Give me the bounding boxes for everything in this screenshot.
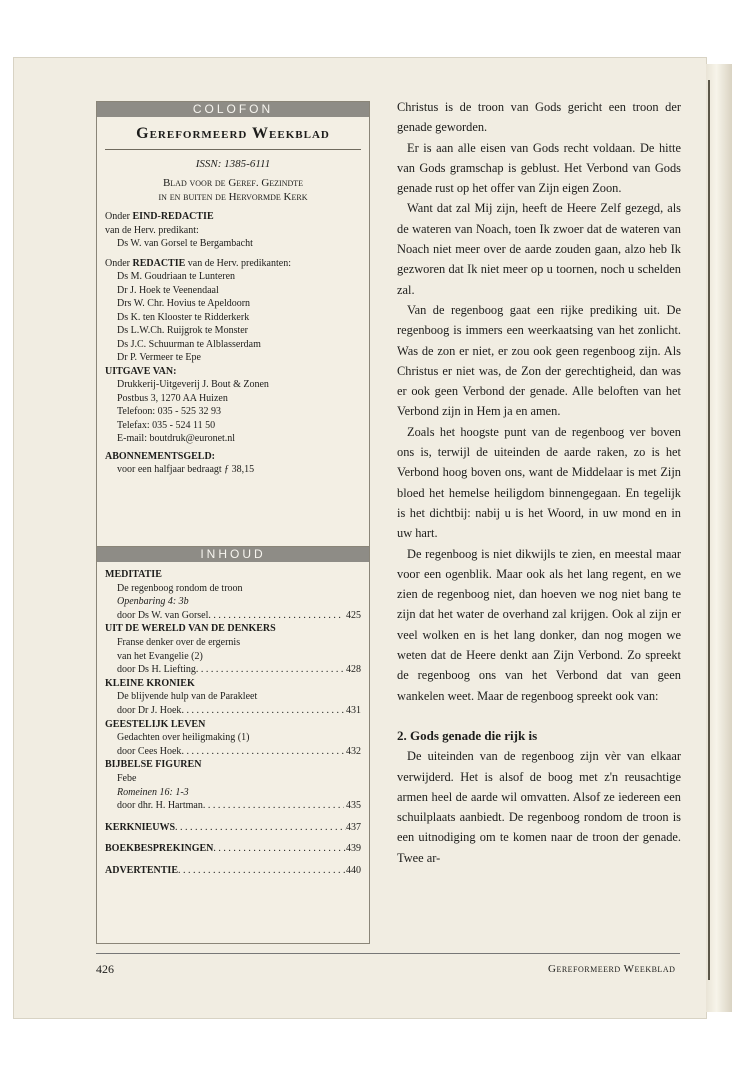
paragraph: Er is aan alle eisen van Gods recht voldaan. De hitte van Gods gramschap is geblust. Het Verbond van Gods genade rust op het offer van Zijn eigen Zoon. [397,140,681,196]
toc-page-number: 432 [346,745,361,757]
eind-redactie-section [97,210,369,251]
toc-author: door Dr J. Hoek [117,704,182,716]
abonnement-section [97,450,369,477]
masthead-title: Gereformeerd Weekblad [136,125,330,142]
toc-entry-boekbesprekingen[interactable] [105,842,361,856]
toc-entry[interactable] [105,745,361,759]
footer-rule [96,953,680,954]
toc-entry[interactable] [105,663,361,677]
toc-section-heading: MEDITATIE [105,569,162,580]
toc-page-number: 440 [346,864,361,876]
toc-page-number: 435 [346,800,361,812]
colofon-band: COLOFON [97,102,369,117]
toc-section-heading: BIJBELSE FIGUREN [105,759,202,771]
toc-title: van het Evangelie (2) [117,650,203,662]
toc-page-number: 431 [346,704,361,716]
masthead-rule [105,149,361,150]
red-post: van de Herv. predikanten: [185,257,291,269]
toc-section-heading: KERKNIEUWS [105,821,176,833]
paragraph: De uiteinden van de regenboog zijn vèr van elkaar verwijderd. Het is alsof de boog met z'n reusachtige armen heel de aarde wil omvatten. Alsof ze iedereen een schuilplaats aanbiedt. De regenboog rondom de troon is een uitnodiging om te komen naar de troon der genade. Twee ar- [397,749,681,865]
paragraph: Van de regenboog gaat een rijke prediking uit. De regenboog is immers een weerkaatsing van het zonlicht. Was de zon er niet, er zou ook geen regenboog zijn. Als Christus er niet was, de Zon der gerechtigheid, dan was er ook geen Verbond der genade. Alle beloften van het Verbond zijn in Hem ja en amen. [397,302,681,419]
abonnement-price: voor een halfjaar bedraagt ƒ 38,15 [117,464,255,475]
inhoud-box [96,546,370,944]
redactie-member: Dr J. Hoek te Veenendaal [117,284,219,296]
toc-entry[interactable] [105,609,361,623]
toc-entry[interactable] [105,704,361,718]
running-head: Gereformeerd Weekblad [548,963,676,975]
uitgave-heading: UITGAVE VAN: [105,365,177,377]
eind-person: Ds W. van Gorsel te Bergambacht [117,238,253,249]
eind-pre: Onder [105,211,133,222]
redactie-member: Ds L.W.Ch. Ruijgrok te Monster [117,325,249,336]
colofon-box [96,101,370,548]
uitgave-line: Telefax: 035 - 524 11 50 [117,419,216,431]
subtitle-line-1: Blad voor de Geref. Gezindte [162,177,304,189]
toc-title: Febe [117,772,137,784]
table-of-contents [97,562,369,877]
toc-author: door dhr. H. Hartman [117,800,203,812]
uitgave-line: Telefoon: 035 - 525 32 93 [117,406,222,417]
redactie-member: Ds M. Goudriaan te Lunteren [117,271,236,282]
paragraph: Christus is de troon van Gods gericht een troon der genade geworden. [397,100,681,135]
toc-section-heading: GEESTELIJK LEVEN [105,718,206,730]
toc-page-number: 439 [346,843,361,855]
article-column [397,97,681,868]
toc-page-number: 425 [346,609,361,621]
toc-reference: Romeinen 16: 1-3 [117,786,189,798]
toc-page-number: 437 [346,821,361,833]
email-line: E-mail: boutdruk@euronet.nl [117,433,236,444]
subtitle [97,176,369,204]
abonnement-heading: ABONNEMENTSGELD: [105,450,216,462]
redactie-member: Drs W. Chr. Hovius te Apeldoorn [117,298,251,309]
page-number: 426 [96,962,114,976]
eind-line: van de Herv. predikant: [105,224,199,236]
red-pre: Onder [105,257,133,269]
eind-redactie-heading: EIND-REDACTIE [132,211,214,222]
toc-entry-advertentie[interactable] [105,864,361,878]
toc-reference: Openbaring 4: 3b [117,596,189,608]
toc-author: door Ds H. Liefting [117,664,196,676]
redactie-member: Ds K. ten Klooster te Ridderkerk [117,311,250,323]
toc-page-number: 428 [346,664,361,676]
section-heading: 2. Gods genade die rijk is [397,727,538,743]
redactie-member: Dr P. Vermeer te Epe [117,352,201,363]
toc-entry[interactable] [105,799,361,813]
uitgave-line: Postbus 3, 1270 AA Huizen [117,392,228,404]
toc-title: De regenboog rondom de troon [117,582,243,594]
subtitle-line-2: in en buiten de Hervormde Kerk [158,191,308,203]
page-gutter-line [708,80,710,980]
redactie-heading: REDACTIE [132,257,186,269]
redactie-member: Ds J.C. Schuurman te Alblasserdam [117,338,261,350]
toc-author: door Cees Hoek [117,745,182,757]
redactie-section [97,257,369,365]
toc-section-heading: UIT DE WERELD VAN DE DENKERS [105,623,276,635]
paragraph: Zoals het hoogste punt van de regenboog ver boven ons is, terwijl de uiteinden de aarde raken, zo is het Verbond hoog boven ons, want de Middelaar is met Zijn bloed het hemelse heiligdom binnengegaan. En tegelijk is het dichtbij: nabij u is het Woord, in uw mond en in uw hart. [397,424,681,541]
toc-author: door Ds W. van Gorsel [117,609,209,621]
toc-title: De blijvende hulp van de Parakleet [117,691,258,703]
uitgave-line: Drukkerij-Uitgeverij J. Bout & Zonen [117,379,269,390]
paragraph: De regenboog is niet dikwijls te zien, en meestal maar voor een ogenblik. Maar ook als het lang regent, en we zien de regenboog niet, dan hoeven we nog niet bang te zijn dat het water de overhand zal krijgen. Ook al zijn er veel wolken en is het lang donker, dan nog mogen we weten dat de Heere denkt aan Zijn Verbond. Zo spreekt de regenboog ons van het Verbond dat van geen wankelen weet. Maar de regenboog spreekt ook van: [397,546,681,703]
toc-title: Franse denker over de ergernis [117,636,241,648]
uitgave-section [97,365,369,446]
toc-section-heading: BOEKBESPREKINGEN [105,843,214,855]
toc-entry-kerknieuws[interactable] [105,821,361,835]
issn: ISSN: 1385-6111 [195,158,271,170]
toc-title: Gedachten over heiligmaking (1) [117,732,250,744]
toc-section-heading: ADVERTENTIE [105,864,178,876]
inhoud-band: INHOUD [97,547,369,562]
paragraph: Want dat zal Mij zijn, heeft de Heere Zelf gezegd, als de wateren van Noach, toen Ik zwoer dat de wateren van Noach niet meer over de aarde zouden gaan, alzo heb Ik gezworen dat Ik niet meer op u toornen, noch u schelden zal. [397,201,681,297]
toc-section-heading: KLEINE KRONIEK [105,677,195,689]
